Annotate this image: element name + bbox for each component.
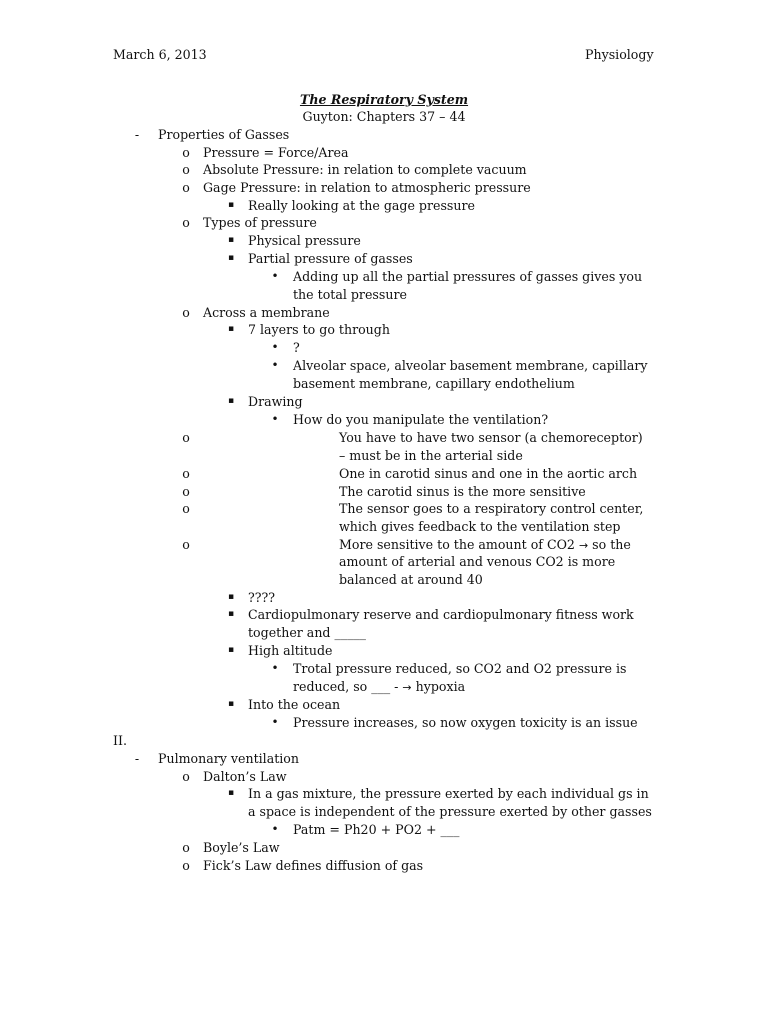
outline-line: 7 layers to go through — [248, 322, 390, 337]
outline-line: You have to have two sensor (a chemoreceptor) — [339, 430, 643, 445]
outline-line: How do you manipulate the ventilation? — [293, 412, 549, 427]
outline-line: – must be in the arterial side — [339, 448, 523, 463]
outline-text: reduced, so ___ - — [293, 679, 403, 694]
outline-line: One in carotid sinus and one in the aortic arch — [339, 466, 638, 481]
outline-line: Absolute Pressure: in relation to complete vacuum — [203, 162, 527, 177]
circle-bullet-icon: o — [182, 305, 190, 320]
outline-text: so the — [588, 537, 631, 552]
dash-marker: - — [134, 127, 140, 142]
circle-bullet-icon: o — [182, 466, 190, 481]
document-title: The Respiratory System — [299, 92, 469, 107]
circle-bullet-icon: o — [182, 145, 190, 160]
square-bullet-icon: ▪ — [227, 324, 235, 334]
outline-line: balanced at around 40 — [339, 572, 483, 587]
header-subject: Physiology — [585, 47, 654, 62]
outline-line: the total pressure — [293, 287, 407, 302]
circle-bullet-icon: o — [182, 430, 190, 445]
circle-bullet-icon: o — [182, 501, 190, 516]
outline-line: Boyle’s Law — [203, 840, 280, 855]
dot-bullet-icon: • — [271, 340, 279, 354]
dot-bullet-icon: • — [271, 358, 279, 372]
circle-bullet-icon: o — [182, 215, 190, 230]
square-bullet-icon: ▪ — [227, 788, 235, 798]
dot-bullet-icon: • — [271, 661, 279, 675]
square-bullet-icon: ▪ — [227, 396, 235, 406]
outline-line: The sensor goes to a respiratory control center, — [339, 501, 644, 516]
outline-line — [293, 679, 465, 694]
outline-line: ???? — [248, 590, 276, 605]
header-date: March 6, 2013 — [113, 47, 207, 62]
square-bullet-icon: ▪ — [227, 645, 235, 655]
outline-line: Pulmonary ventilation — [158, 751, 299, 766]
circle-bullet-icon: o — [182, 858, 190, 873]
outline-line: Cardiopulmonary reserve and cardiopulmonary fitness work — [248, 607, 634, 622]
outline-line: Adding up all the partial pressures of gasses gives you — [293, 269, 643, 284]
outline-line: The carotid sinus is the more sensitive — [339, 484, 586, 499]
outline-line: Physical pressure — [248, 233, 361, 248]
arrow-right-icon: → — [578, 539, 589, 552]
outline-text: hypoxia — [411, 679, 466, 694]
circle-bullet-icon: o — [182, 180, 190, 195]
outline-line: which gives feedback to the ventilation step — [339, 519, 621, 534]
outline-line: Gage Pressure: in relation to atmospheric pressure — [203, 180, 531, 195]
outline-line: amount of arterial and venous CO2 is more — [339, 554, 616, 569]
dot-bullet-icon: • — [271, 715, 279, 729]
outline-line: High altitude — [248, 643, 333, 658]
outline-line: Patm = Ph20 + PO2 + ___ — [293, 822, 460, 837]
square-bullet-icon: ▪ — [227, 699, 235, 709]
outline-line: Drawing — [248, 394, 303, 409]
outline-line: Dalton’s Law — [203, 769, 287, 784]
outline-line: Pressure increases, so now oxygen toxicity is an issue — [293, 715, 638, 730]
document-subtitle: Guyton: Chapters 37 – 44 — [302, 109, 466, 124]
dot-bullet-icon: • — [271, 269, 279, 283]
circle-bullet-icon: o — [182, 840, 190, 855]
square-bullet-icon: ▪ — [227, 200, 235, 210]
circle-bullet-icon: o — [182, 162, 190, 177]
outline-line: Really looking at the gage pressure — [248, 198, 475, 213]
outline-line: Properties of Gasses — [158, 127, 290, 142]
arrow-right-icon: → — [402, 681, 412, 694]
outline-line: a space is independent of the pressure exerted by other gasses — [248, 804, 652, 819]
circle-bullet-icon: o — [182, 484, 190, 499]
square-bullet-icon: ▪ — [227, 592, 235, 602]
square-bullet-icon: ▪ — [227, 235, 235, 245]
outline-line — [339, 537, 631, 552]
square-bullet-icon: ▪ — [227, 609, 235, 619]
dot-bullet-icon: • — [271, 412, 279, 426]
outline-line: Fick’s Law defines diffusion of gas — [203, 858, 424, 873]
dash-marker: - — [134, 751, 140, 766]
outline-text: More sensitive to the amount of CO2 — [339, 537, 579, 552]
outline-line: Into the ocean — [248, 697, 341, 712]
outline-line: ? — [293, 340, 300, 355]
outline-line: together and _____ — [248, 625, 366, 640]
outline-line: Alveolar space, alveolar basement membrane, capillary — [293, 358, 648, 373]
outline-line: Across a membrane — [203, 305, 330, 320]
outline-line: basement membrane, capillary endothelium — [293, 376, 575, 391]
outline-line: Trotal pressure reduced, so CO2 and O2 pressure is — [293, 661, 627, 676]
outline-line: In a gas mixture, the pressure exerted by each individual gs in — [248, 786, 649, 801]
outline-line: Partial pressure of gasses — [248, 251, 413, 266]
section-two-marker: II. — [113, 733, 127, 748]
square-bullet-icon: ▪ — [227, 253, 235, 263]
circle-bullet-icon: o — [182, 537, 190, 552]
dot-bullet-icon: • — [271, 822, 279, 836]
outline-line: Types of pressure — [203, 215, 317, 230]
circle-bullet-icon: o — [182, 769, 190, 784]
outline-line: Pressure = Force/Area — [203, 145, 349, 160]
